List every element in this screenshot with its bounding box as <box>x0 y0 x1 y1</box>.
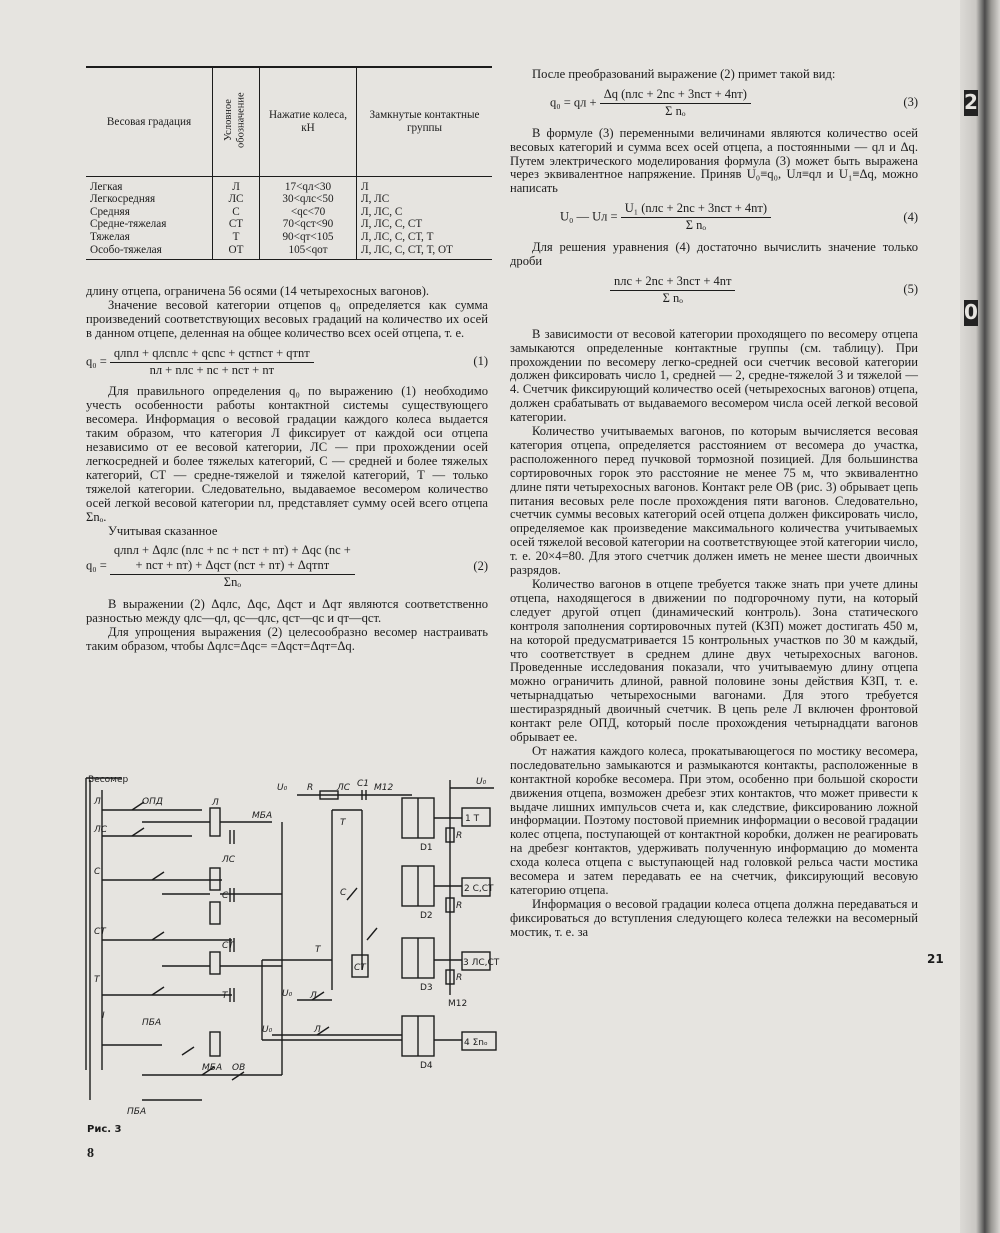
table-cell: <qс<70 <box>260 206 357 219</box>
label-U0-right: U₀ <box>476 777 487 787</box>
figure-caption: Рис. 3 <box>87 1124 122 1135</box>
label-MBA-bottom: МБА <box>202 1063 223 1073</box>
formula-fraction <box>110 544 355 590</box>
paragraph: длину отцепа, ограничена 56 осями (14 четырехосных вагонов). <box>86 284 430 298</box>
table-cell: Тяжелая <box>90 230 130 243</box>
label-U0-bottom: U₀ <box>262 1025 273 1035</box>
label-M12-bottom: М12 <box>448 999 468 1009</box>
formula-number: (4) <box>903 209 918 224</box>
table-cell: 105<qот <box>260 244 357 260</box>
formula-4 <box>560 202 918 233</box>
margin-number: 21 <box>927 952 944 966</box>
formula-fraction <box>621 202 771 233</box>
formula-3 <box>550 88 918 119</box>
col-header-gradation: Весовая градация <box>86 67 213 176</box>
label-PBA-bottom: ПБА <box>127 1107 147 1117</box>
label-D4: D4 <box>420 1061 433 1071</box>
col-header-contacts: Замкнутые контактные группы <box>357 67 493 176</box>
table-cell: С <box>213 206 260 219</box>
label-U0-top: U₀ <box>277 783 288 793</box>
formula-fraction <box>600 88 751 119</box>
label-MBA: МБА <box>252 811 273 821</box>
paragraph: Для упрощения выражения (2) целесообразно весомер настраивать таким образом, чтобы Δqлс=Δqс= =Δqст=Δqт=Δq. <box>86 624 488 653</box>
label-I: I <box>102 1011 105 1021</box>
label-OV: ОВ <box>232 1063 246 1073</box>
page-number: 8 <box>87 1146 94 1161</box>
label-R2: R <box>456 901 463 911</box>
table-cell: ЛС <box>213 193 260 206</box>
table-cell: Л, ЛС, С, СТ, Т, ОТ <box>357 244 493 260</box>
label-relay-ST: СТ <box>222 941 234 951</box>
label-LS: ЛС <box>94 825 108 835</box>
paragraph: От нажатия каждого колеса, прокатывающегося по мостику весомера, последовательно замыкаются и размыкаются контакты, расположенные в контактной коробке весомера. При этом, особенно при большой скорости движения отцепа, возможен дребезг этих контактов, что может привести к выдаче лишних импульсов счета и, как следствие, фиксированию ложной информации. Поэтому постовой приемник информации о весовой градации колес отцепа, поступающей от контактной коробки, должен не реагировать на дребезг контактов, удерживать полученную информацию до момента схода колеса отцепа с выступающей над головкой рельса части мостика весомера и затем передавать ее на счетчик, фиксирующий весовую категорию отцепа. <box>510 743 918 897</box>
paragraph: Информация о весовой градации колеса отцепа должна передаваться и фиксироваться до вступления следующего колеса тележки на весомерный мостик, т. е. за <box>510 896 918 939</box>
label-PBA-top: ПБА <box>142 1018 162 1028</box>
label-output-3: 3 ЛС,СТ <box>463 958 500 968</box>
formula-numerator: nлс + 2nс + 3nст + 4nт <box>610 275 735 291</box>
table-cell: Л, ЛС, С, СТ, Т <box>357 231 493 244</box>
paragraph: Значение весовой категории отцепов q₀ определяется как сумма произведений соответствующих весовых градаций на количество их осей в данном отцепе, деленная на общее количество всех осей отцепа, т. е. <box>86 297 488 340</box>
formula-number: (1) <box>473 354 488 369</box>
table-cell: 17<qл<30 <box>260 176 357 193</box>
label-ST-right: СТ <box>354 963 366 973</box>
label-M12-top: М12 <box>374 783 394 793</box>
section-tab-0: 0 <box>964 300 978 324</box>
label-relay-LS: ЛС <box>222 855 236 865</box>
table-cell: Л <box>357 176 493 193</box>
formula-numerator: Δq (nлс + 2nс + 3nст + 4nт) <box>600 88 751 104</box>
table-cell: 70<qст<90 <box>260 218 357 231</box>
label-ST: СТ <box>94 927 106 937</box>
binder-edge <box>960 0 1000 1233</box>
label-relay-L: Л <box>212 798 219 808</box>
circuit-diagram <box>82 770 502 1120</box>
formula-denominator: Σ nₒ <box>665 103 686 118</box>
left-column <box>86 285 488 654</box>
formula-denominator: Σnₒ <box>223 575 241 590</box>
label-S-right: С <box>340 888 347 898</box>
paragraph: В зависимости от весовой категории проходящего по весомеру отцепа замыкаются определенные контактные группы (см. таблицу). При прохождении по весомеру легко-средней оси счетчик весовой категории должен фиксировать число 1, средней — 2, средне-тяжелой 3 и тяжелой — 4. Счетчик фиксирующий количество осей (четырехосных вагонов) отцепа, должен срабатывать от выдаваемого весомером числа осей легкой весовой категории. <box>510 326 918 425</box>
table-cell: 30<qлс<50 <box>260 193 357 206</box>
table-cell: Особо-тяжелая <box>86 244 213 260</box>
table-cell: Л, ЛС, С <box>357 206 493 219</box>
col-header-symbol: Условное обозначение <box>213 67 260 176</box>
table-row <box>86 206 492 219</box>
table-cell: Средняя <box>90 205 130 218</box>
paragraph: Количество вагонов в отцепе требуется также знать при учете длины отцепа, находящегося в движении по подгорочному пути, на который следует другой отцеп (динамический контроль). Зона статического контроля заполнения сортировочных путей (КЗП) может достигать 450 м, на которой предусматривается 15 контрольных участков по 30 м каждый, что соответствует в среднем длине двух четырехосных вагонов. Проведенные исследования показали, что учитываемую длину отцепа можно ограничить длиной, равной половине зоны действия КЗП, т. е. четырнадцатью четырехосными вагонами. Для этого требуется шестиразрядный двоичный счетчик. В цепь реле Л включен фронтовой контакт реле ОПД, который после прохождения четырнадцати вагонов обрывает ее. <box>510 577 918 744</box>
table-row <box>86 176 492 193</box>
label-L: Л <box>94 797 101 807</box>
label-R-top: R <box>307 783 314 793</box>
label-R1: R <box>456 831 463 841</box>
formula-number: (3) <box>903 95 918 110</box>
label-output-1: 1 Т <box>465 814 480 824</box>
formula-numerator: qлnл + qлсnлс + qсnс + qстnст + qтnт <box>110 347 314 363</box>
formula-fraction <box>110 347 314 378</box>
label-T-mid: Т <box>315 945 321 955</box>
table-cell: Л <box>213 176 260 193</box>
formula-lhs: U₀ — Uл = <box>560 209 618 224</box>
section-tab-2: 2 <box>964 90 978 114</box>
table-row <box>86 218 492 231</box>
table-cell: Т <box>213 231 260 244</box>
label-OPD: ОПД <box>142 797 163 807</box>
formula-lhs: q₀ = <box>86 559 107 574</box>
label-L-mid: Л <box>310 991 317 1001</box>
paragraph: В формуле (3) переменными величинами являются количество осей весовых категорий и сумма всех осей отцепа, а постоянными — qл и Δq. Путем электрического моделирования формула (3) может быть выражена через эквивалентное напряжение. Приняв U₀≡q₀, Uл≡qл и U₁≡Δq, можно написать <box>510 125 918 196</box>
label-D1: D1 <box>420 843 433 853</box>
table-row <box>86 231 492 244</box>
table-cell: Л, ЛС <box>357 193 493 206</box>
table-cell: Л, ЛС, С, СТ <box>357 218 493 231</box>
formula-5 <box>610 275 918 306</box>
label-R3: R <box>456 973 463 983</box>
weight-gradation-table <box>86 66 492 260</box>
paragraph: Учитывая сказанное <box>108 523 218 538</box>
label-D3: D3 <box>420 983 433 993</box>
paragraph: После преобразований выражение (2) примет такой вид: <box>532 67 836 81</box>
table-cell: 90<qт<105 <box>260 231 357 244</box>
label-relay-S: С <box>222 891 229 901</box>
paragraph: Количество учитываемых вагонов, по которым вычисляется весовая категория отцепа, определяется расстоянием от весомера до участка, расположенного перед пучковой тормозной позицией. Для большинства сортировочных горок это расстояние не менее 75 м, что эквивалентно длине пяти четырехосных вагонов. Контакт реле ОВ (рис. 3) обрывает цепь питания весовых реле после прохождения пяти вагонов. Следовательно, счетчик суммы весовых категорий осей отцепа должен фиксировать число, определяемое как произведение максимального количества учитываемых осей тяжелой весовой категории на соответствующее этой категории число, т. е. 20×4=80. Для этого счетчик должен иметь не менее шести двоичных разрядов. <box>510 424 918 578</box>
label-vesomer: Весомер <box>88 775 129 785</box>
paragraph: Для правильного определения q₀ по выражению (1) необходимо учесть особенности работы контактной системы существующего весомера. Информация о весовой градации каждого колеса выдается таким образом, что категория Л фиксирует от каждой оси отцепа независимо от ее весовой категории, ЛС — при прохождении осей легкосредней и более тяжелых категорий, С — средней и более тяжелых категорий, СТ — средне-тяжелой и тяжелой категорий, Т — только тяжелой категории. Следовательно, выдаваемое весомером количество осей легкой весовой категории nл, представляет сумму осей всего отцепа Σnₒ. <box>86 384 488 524</box>
table-row <box>86 244 492 260</box>
paragraph: Для решения уравнения (4) достаточно вычислить значение только дроби <box>510 240 918 268</box>
right-column <box>510 68 918 940</box>
label-T-right: Т <box>340 818 346 828</box>
formula-number: (5) <box>903 282 918 297</box>
formula-denominator: Σ nₒ <box>662 290 683 305</box>
label-L-bottom: Л <box>314 1025 321 1035</box>
formula-numerator-line1: qлnл + Δqлс (nлс + nс + nст + nт) + Δqс (nс + <box>113 543 351 558</box>
label-relay-T: Т <box>222 991 228 1001</box>
formula-fraction <box>610 275 735 306</box>
formula-numerator-line2: + nст + nт) + Δqст (nст + nт) + Δqтnт <box>110 559 355 575</box>
col-header-pressure: Нажатие колеса, кН <box>260 67 357 176</box>
table-cell: СТ <box>213 218 260 231</box>
table-cell: Средне-тяжелая <box>90 218 167 231</box>
label-C1: C1 <box>357 779 370 789</box>
formula-1 <box>86 347 488 378</box>
table-cell: Легкосредняя <box>90 193 156 206</box>
formula-number: (2) <box>473 559 488 574</box>
label-S: С <box>94 867 101 877</box>
label-T: Т <box>94 975 100 985</box>
table-cell: ОТ <box>213 244 260 260</box>
formula-2 <box>86 544 488 590</box>
formula-denominator: Σ nₒ <box>685 218 706 233</box>
label-LS-top: ЛС <box>337 783 351 793</box>
table-cell: Легкая <box>90 180 123 193</box>
table-header-row <box>86 67 492 176</box>
label-output-2: 2 С,СТ <box>464 884 494 894</box>
label-U0-mid: U₀ <box>282 989 293 999</box>
formula-lhs: q₀ = <box>86 353 107 368</box>
label-output-4: 4 Σnₒ <box>464 1038 488 1048</box>
formula-denominator: nл + nлс + nс + nст + nт <box>149 362 275 377</box>
formula-numerator: U₁ (nлс + 2nс + 3nст + 4nт) <box>621 202 771 218</box>
formula-lhs: q₀ = qл + <box>550 95 597 110</box>
table-row <box>86 193 492 206</box>
paragraph: В выражении (2) Δqлс, Δqс, Δqст и Δqт являются соответственно разностью между qлс—qл, qс—qлс, qст—qс и qт—qст. <box>86 597 488 626</box>
label-D2: D2 <box>420 911 433 921</box>
